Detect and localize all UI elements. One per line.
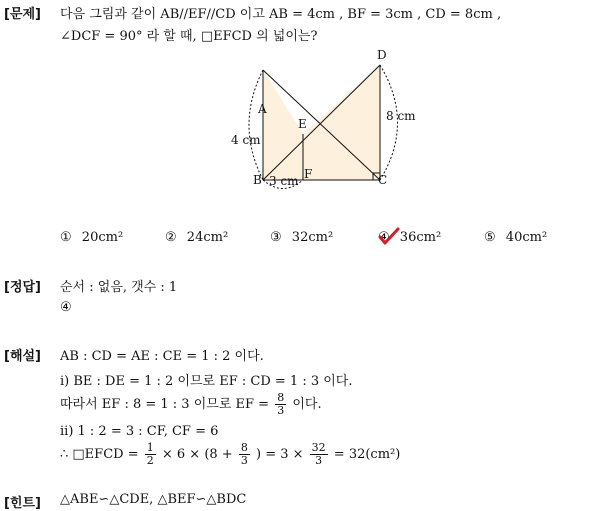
hint-text: △ABE∽△CDE, △BEF∽△BDC — [60, 492, 247, 507]
solution-line-3-a: 따라서 EF : 8 = 1 : 3 이므로 EF = — [60, 397, 270, 412]
choice-4-num: ④ — [378, 230, 390, 245]
problem-tag: [문제] — [4, 7, 41, 22]
choice-1-text: 20cm² — [81, 230, 124, 245]
frac-num: 8 — [277, 391, 285, 404]
answer-line-2: ④ — [60, 300, 72, 315]
solution-line-4: ⅱ) 1 : 2 = 3 : CF, CF = 6 — [60, 424, 219, 439]
checkmark-icon — [378, 227, 400, 247]
problem-line-1: 다음 그림과 같이 AB//EF//CD 이고 AB = 4cm , BF = 3cm , CD = 8cm , — [60, 7, 502, 22]
choice-5-num: ⑤ — [484, 230, 496, 245]
frac-num: 32 — [311, 441, 326, 454]
choice-3-text: 32cm² — [291, 230, 334, 245]
fraction-32-3 — [310, 442, 328, 467]
choice-4[interactable] — [378, 230, 441, 245]
label-d: D — [377, 48, 387, 62]
fraction-8-3 — [275, 392, 286, 417]
choice-5-text: 40cm² — [505, 230, 548, 245]
solution-line-1: AB : CD = AE : CE = 1 : 2 이다. — [60, 349, 264, 364]
answer-line-1: 순서 : 없음, 갯수 : 1 — [60, 280, 178, 295]
dim-cd: 8 cm — [386, 109, 416, 123]
label-f: F — [304, 167, 313, 181]
label-b: B — [253, 173, 262, 187]
fraction-1-2 — [145, 442, 156, 467]
frac-den: 3 — [277, 404, 285, 417]
dim-ab: 4 cm — [231, 133, 261, 147]
solution-line-3 — [60, 392, 322, 417]
problem-line-2: ∠DCF = 90° 라 할 때, □EFCD 의 넓이는? — [60, 29, 318, 44]
choice-2-num: ② — [165, 230, 177, 245]
choice-3[interactable] — [270, 230, 333, 245]
solution-line-3-b: 이다. — [292, 397, 322, 412]
hint-tag: [힌트] — [4, 496, 41, 511]
frac-num: 8 — [240, 441, 248, 454]
label-e: E — [298, 117, 307, 131]
choice-5[interactable] — [484, 230, 547, 245]
solution-line-5-b: × 6 × (8 + — [161, 447, 233, 462]
solution-line-5 — [60, 442, 400, 467]
solution-line-5-d: = 32(cm²) — [333, 447, 401, 462]
frac-num: 1 — [146, 441, 154, 454]
choice-4-text: 36cm² — [399, 230, 442, 245]
fraction-8-3-b — [239, 442, 250, 467]
label-c: C — [378, 173, 388, 187]
choice-1[interactable] — [60, 230, 123, 245]
choice-2[interactable] — [165, 230, 228, 245]
solution-line-5-a: ∴ □EFCD = — [60, 447, 139, 462]
geometry-figure — [225, 45, 425, 195]
label-a: A — [258, 102, 267, 116]
dim-bf: 3 cm — [269, 174, 299, 188]
frac-den: 2 — [146, 454, 154, 467]
arc-ab — [249, 70, 263, 180]
answer-tag: [정답] — [4, 280, 41, 295]
solution-line-2: ⅰ) BE : DE = 1 : 2 이므로 EF : CD = 1 : 3 이다. — [60, 374, 353, 389]
choice-1-num: ① — [60, 230, 72, 245]
choice-2-text: 24cm² — [186, 230, 229, 245]
frac-den: 3 — [240, 454, 248, 467]
choice-3-num: ③ — [270, 230, 282, 245]
frac-den: 3 — [315, 454, 323, 467]
solution-line-5-c: ) = 3 × — [255, 447, 304, 462]
solution-tag: [해설] — [4, 349, 41, 364]
